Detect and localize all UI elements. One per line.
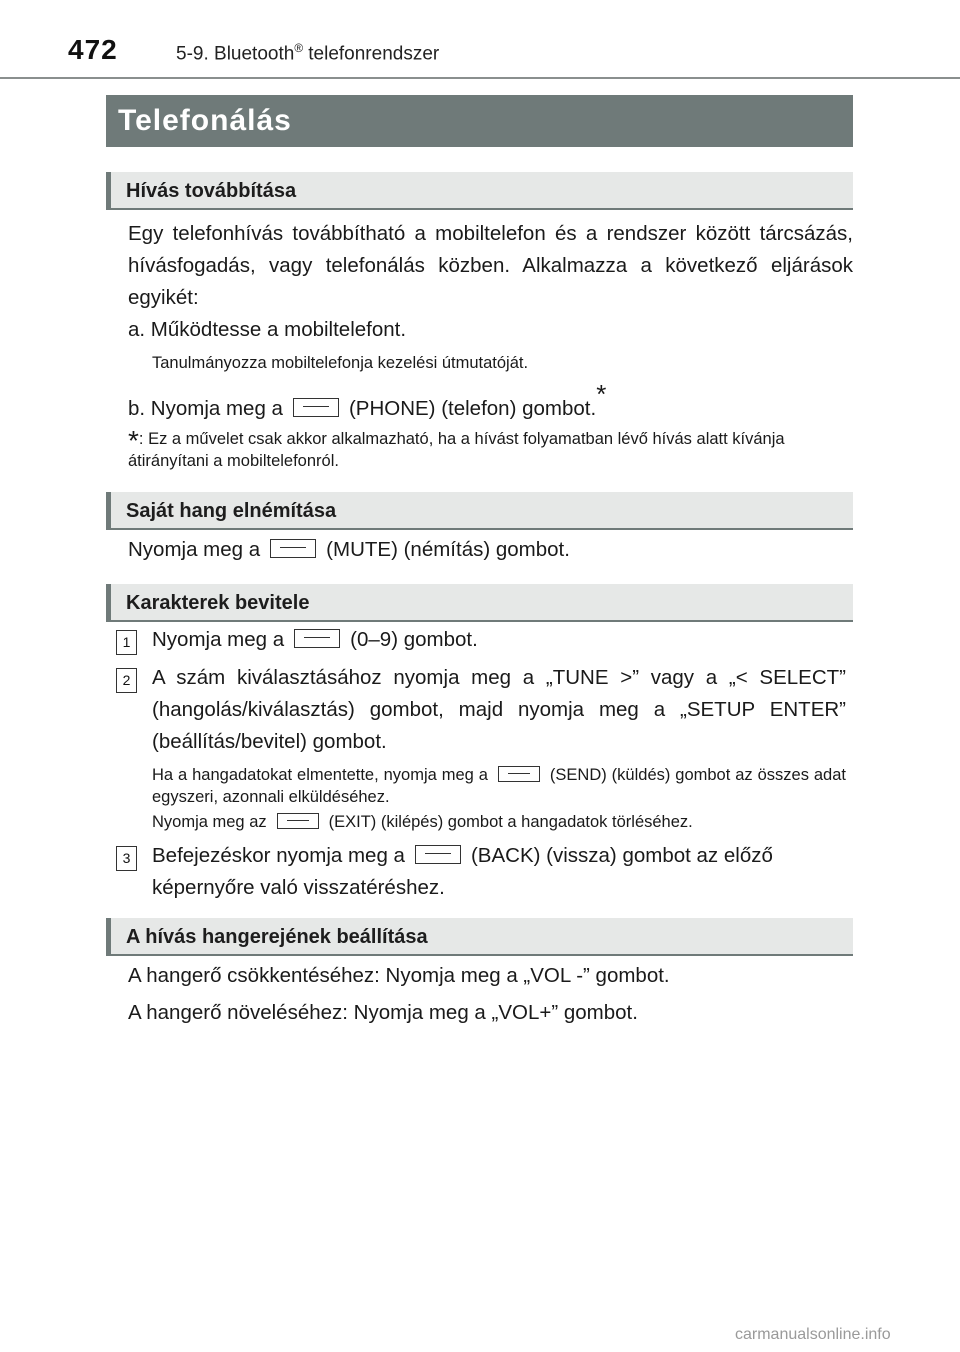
step-3-post: (BACK) (vissza) gombot az előző képernyőre való visszatéréshez. [152,844,773,899]
note-send-post: (SEND) (küldés) gombot az összes adat egyszeri, azonnali elküldéséhez. [152,766,846,806]
send-button-icon [498,766,540,782]
registered-mark: ® [294,42,303,55]
forwarding-option-a: a. Működtesse a mobiltelefont. [128,318,407,341]
footnote-text: : Ez a művelet csak akkor alkalmazható, ha a hívást folyamatban lévő hívás alatt kívánja átirányítani a mobiltelefonról. [128,430,785,470]
step-1-post: (0–9) gombot. [350,628,478,651]
volume-increase: A hangerő növeléséhez: Nyomja meg a „VOL+” gombot. [128,1001,638,1024]
forwarding-footnote [128,424,853,472]
volume-decrease: A hangerő csökkentéséhez: Nyomja meg a „VOL -” gombot. [128,964,670,987]
forwarding-option-b [128,379,607,425]
watermark: carmanualsonline.info [735,1326,891,1343]
forwarding-option-b-post: (PHONE) (telefon) gombot. [348,396,597,420]
step-number-1: 1 [116,630,137,655]
chapter-title [176,42,439,65]
mute-button-icon [270,539,316,558]
note-send-pre: Ha a hangadatokat elmentette, nyomja meg a [152,766,488,784]
header-rule [0,77,960,79]
footnote-asterisk: * [128,425,139,456]
section-heading-characters [106,584,853,622]
section-heading-volume [106,918,853,956]
section-heading-mute [106,492,853,530]
exit-button-icon [277,813,319,829]
step-2-note-exit [152,811,693,833]
step-number-3: 3 [116,846,137,871]
step-1-pre: Nyomja meg a [152,628,285,651]
step-number-2: 2 [116,668,137,693]
page-number: 472 [68,34,118,65]
phone-button-icon [293,398,339,417]
section-heading-mute-text: Saját hang elnémítása [126,500,337,522]
step-3-pre: Befejezéskor nyomja meg a [152,844,405,867]
mute-post: (MUTE) (némítás) gombot. [326,538,570,561]
step-2-note-send [152,764,846,808]
note-exit-pre: Nyomja meg az [152,813,267,831]
forwarding-option-b-pre: b. Nyomja meg a [128,396,283,420]
page-header [0,0,960,80]
step-1-text [152,624,478,656]
section-heading-characters-text: Karakterek bevitele [126,592,310,614]
forwarding-intro: Egy telefonhívás továbbítható a mobiltelefon és a rendszer között tárcsázás, hívásfogadás, vagy telefonálás közben. Alkalmazza a következő eljárások egyikét: [128,222,853,309]
page-title: Telefonálás [118,104,292,137]
section-heading-volume-text: A hívás hangerejének beállítása [126,926,428,948]
back-button-icon [415,845,461,864]
mute-pre: Nyomja meg a [128,538,261,561]
section-heading-forwarding [106,172,853,210]
title-bar [106,95,853,147]
chapter-prefix: 5-9. Bluetooth [176,43,295,65]
chapter-suffix: telefonrendszer [302,43,440,65]
note-exit-post: (EXIT) (kilépés) gombot a hangadatok törléséhez. [328,813,693,831]
asterisk-mark: * [596,379,607,409]
section-heading-forwarding-text: Hívás továbbítása [126,180,297,202]
step-2-text: A szám kiválasztásához nyomja meg a „TUNE >” vagy a „< SELECT” (hangolás/kiválasztás) gombot, majd nyomja meg a „SETUP ENTER” (beállítás/bevitel) gombot. [152,666,846,753]
forwarding-option-a-note: Tanulmányozza mobiltelefonja kezelési útmutatóját. [152,354,529,372]
digit-button-icon [294,629,340,648]
step-3-text [152,840,852,904]
mute-instruction [128,534,570,566]
